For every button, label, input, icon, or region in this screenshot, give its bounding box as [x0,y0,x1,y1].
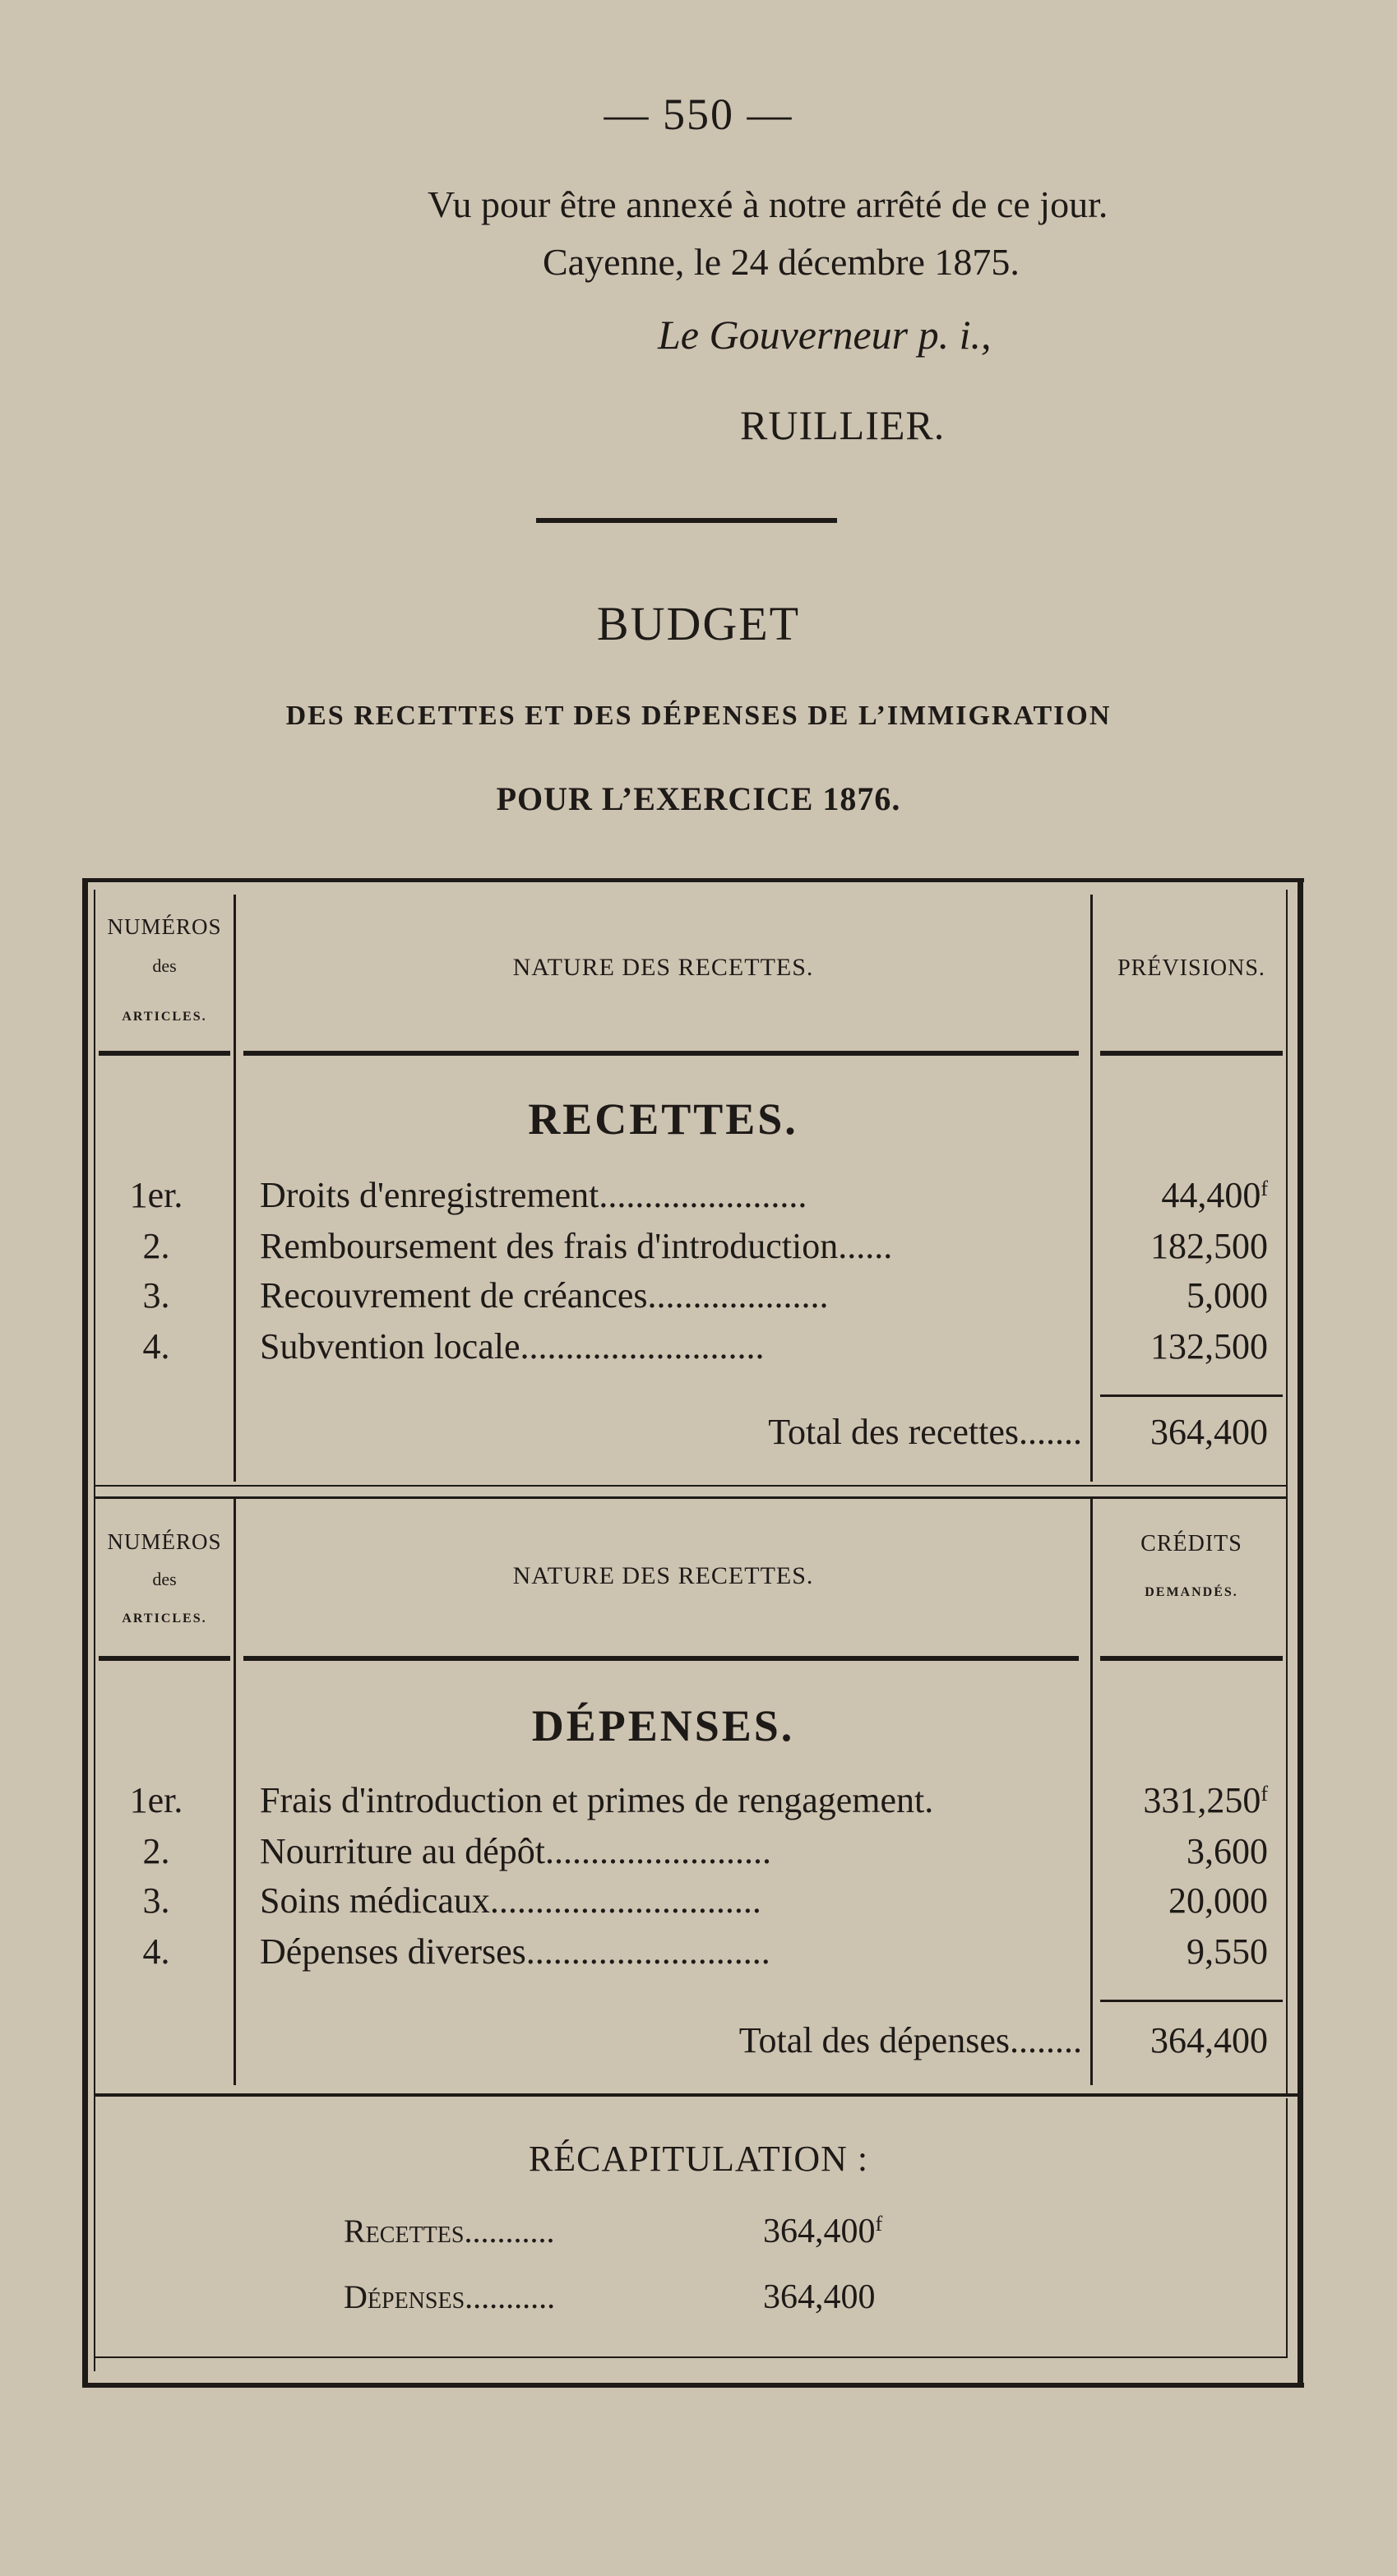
section-separator-top [95,1485,1286,1487]
expenses-row-1-label: Frais d'introduction et primes de rengagement. [260,1780,934,1820]
receipts-row-4-label: Subvention locale........................... [260,1326,765,1367]
receipts-col-num-header-line2: des [152,955,177,976]
receipts-col-divider-2 [1090,895,1093,1482]
expenses-row-3-amount: 20,000 [1168,1880,1268,1921]
expenses-row-4-label: Dépenses diverses........................... [260,1931,770,1972]
budget-title: BUDGET [596,597,801,650]
annex-statement: Vu pour être annexé à notre arrêté de ce jour. [428,183,1108,225]
expenses-col-amount-header-line2: DEMANDÉS. [1145,1585,1238,1599]
recap-bottom-rule [95,2356,1288,2358]
receipts-row-3-amount: 5,000 [1187,1275,1268,1316]
receipts-header-rule-2 [243,1051,1079,1056]
receipts-header-rule-3 [1100,1051,1283,1056]
receipts-col-num-header-line3: ARTICLES. [122,1010,207,1024]
expenses-row-4-num: 4. [142,1931,170,1972]
recap-receipts-label: Recettes........... [344,2213,555,2250]
section-divider-rule [536,518,837,523]
receipts-header-rule-1 [99,1051,230,1056]
recap-receipts-amount: 364,400$^f$ [763,2212,883,2250]
receipts-row-2-num: 2. [142,1226,170,1266]
page-number: — 550 — [604,90,793,139]
recap-separator [95,2093,1298,2097]
recap-title: RÉCAPITULATION : [528,2139,869,2179]
expenses-col-num-header-line1: NUMÉROS [107,1529,222,1554]
section-separator-bottom [95,1496,1286,1499]
receipts-row-4-num: 4. [142,1326,170,1367]
expenses-row-2-num: 2. [142,1831,170,1871]
receipts-col-divider-1 [234,895,236,1482]
receipts-total-label: Total des recettes....... [768,1412,1082,1452]
expenses-row-3-num: 3. [142,1880,170,1921]
receipts-row-3-num: 3. [142,1275,170,1316]
receipts-total-rule [1100,1394,1283,1397]
expenses-total-amount: 364,400 [1150,2020,1268,2060]
signer-name: RUILLIER. [740,402,946,448]
expenses-col-num-header-line2: des [152,1569,177,1589]
receipts-col-num-header-line1: NUMÉROS [107,914,222,939]
expenses-header-rule-2 [243,1656,1079,1661]
recap-expenses-amount: 364,400 [763,2278,876,2316]
expenses-row-1-amount: 331,250$^f$ [1143,1780,1268,1820]
expenses-header-rule-3 [1100,1656,1283,1661]
receipts-row-3-label: Recouvrement de créances.................... [260,1275,829,1316]
receipts-row-4-amount: 132,500 [1150,1326,1268,1367]
expenses-col-num-header-line3: ARTICLES. [122,1612,207,1626]
receipts-total-amount: 364,400 [1150,1412,1268,1452]
place-date-line: Cayenne, le 24 décembre 1875. [543,241,1020,283]
receipts-row-1-amount: 44,400$^f$ [1161,1175,1268,1215]
expenses-row-2-label: Nourriture au dépôt......................... [260,1831,771,1871]
receipts-row-1-label: Droits d'enregistrement....................... [260,1175,807,1215]
receipts-col-nature-header: NATURE DES RECETTES. [512,954,814,981]
expenses-section-title: DÉPENSES. [531,1701,795,1750]
signer-title: Le Gouverneur p. i., [658,312,992,358]
expenses-col-amount-header-line1: CRÉDITS [1140,1531,1242,1556]
table-right-inner-border [1286,890,1288,2095]
recap-expenses-label: Dépenses........... [344,2278,556,2315]
receipts-row-2-amount: 182,500 [1150,1226,1268,1266]
expenses-row-2-amount: 3,600 [1187,1831,1268,1871]
receipts-col-amount-header: PRÉVISIONS. [1117,955,1265,981]
expenses-row-4-amount: 9,550 [1187,1931,1268,1972]
receipts-row-1-num: 1er. [129,1175,183,1215]
budget-subtitle: DES RECETTES ET DES DÉPENSES DE L’IMMIGRATION [285,701,1112,731]
budget-year-line: POUR L’EXERCICE 1876. [496,780,901,817]
expenses-row-3-label: Soins médicaux.............................. [260,1880,761,1921]
receipts-row-2-label: Remboursement des frais d'introduction...... [260,1226,893,1266]
expenses-total-rule [1100,2000,1283,2002]
expenses-total-label: Total des dépenses........ [738,2020,1082,2060]
expenses-col-nature-header: NATURE DES RECETTES. [512,1562,814,1589]
receipts-section-title: RECETTES. [528,1094,798,1144]
expenses-row-1-num: 1er. [129,1780,183,1820]
expenses-header-rule-1 [99,1656,230,1661]
